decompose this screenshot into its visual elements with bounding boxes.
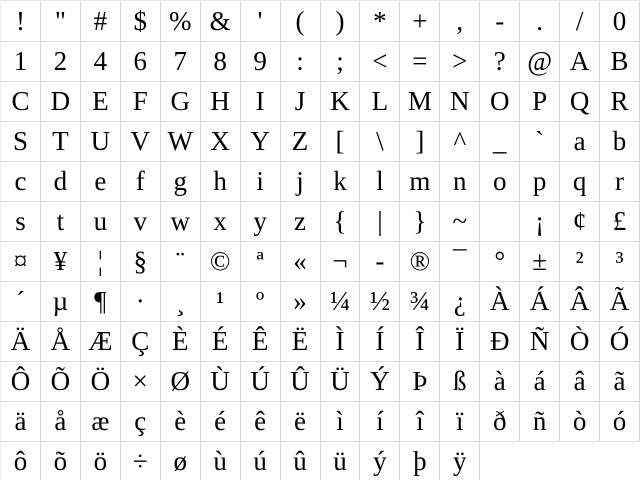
glyph-cell[interactable]: 6 [121, 42, 161, 82]
glyph-cell[interactable]: - [480, 1, 520, 42]
glyph-cell[interactable]: ; [321, 42, 361, 82]
glyph-cell[interactable]: / [560, 1, 600, 42]
glyph-cell[interactable]: | [360, 202, 400, 242]
glyph-cell[interactable]: 9 [241, 42, 281, 82]
glyph-cell[interactable]: ^ [440, 122, 480, 162]
glyph-cell[interactable]: ì [321, 402, 361, 442]
glyph-cell[interactable]: Ô [1, 362, 41, 402]
glyph-cell[interactable]: _ [480, 122, 520, 162]
glyph-cell[interactable]: @ [520, 42, 560, 82]
glyph-cell[interactable]: ± [520, 242, 560, 282]
glyph-cell[interactable]: ² [560, 242, 600, 282]
glyph-cell[interactable]: É [201, 322, 241, 362]
glyph-cell[interactable]: e [81, 162, 121, 202]
glyph-cell[interactable]: ) [321, 1, 361, 42]
glyph-cell[interactable]: Ù [201, 362, 241, 402]
glyph-cell[interactable]: â [560, 362, 600, 402]
glyph-cell[interactable]: ( [281, 1, 321, 42]
glyph-cell[interactable]: Â [560, 282, 600, 322]
glyph-cell[interactable]: ! [1, 1, 41, 42]
glyph-cell[interactable]: · [121, 282, 161, 322]
glyph-cell[interactable]: ÿ [440, 442, 480, 480]
glyph-cell[interactable]: Ç [121, 322, 161, 362]
glyph-cell[interactable]: h [201, 162, 241, 202]
glyph-cell[interactable]: Ì [321, 322, 361, 362]
glyph-cell[interactable]: 2 [41, 42, 81, 82]
glyph-cell[interactable]: Í [360, 322, 400, 362]
glyph-cell[interactable]: Ï [440, 322, 480, 362]
glyph-row [1, 162, 640, 202]
glyph-cell[interactable]: = [400, 42, 440, 82]
glyph-cell[interactable]: ] [400, 122, 440, 162]
glyph-cell[interactable]: 8 [201, 42, 241, 82]
glyph-cell[interactable]: Ü [321, 362, 361, 402]
glyph-cell[interactable]: ¶ [81, 282, 121, 322]
glyph-cell[interactable]: z [281, 202, 321, 242]
glyph-cell[interactable]: × [121, 362, 161, 402]
glyph-cell[interactable]: ä [1, 402, 41, 442]
glyph-row [1, 122, 640, 162]
glyph-cell[interactable]: § [121, 242, 161, 282]
glyph-cell[interactable]: ¹ [201, 282, 241, 322]
glyph-cell[interactable]: C [1, 82, 41, 122]
glyph-cell[interactable]: ¥ [41, 242, 81, 282]
glyph-cell[interactable]: - [360, 242, 400, 282]
glyph-cell[interactable]: \ [360, 122, 400, 162]
glyph-cell[interactable]: Ê [241, 322, 281, 362]
glyph-cell[interactable]: a [560, 122, 600, 162]
glyph-cell[interactable]: ç [121, 402, 161, 442]
glyph-cell[interactable] [480, 202, 520, 242]
glyph-cell[interactable]: ß [440, 362, 480, 402]
glyph-cell[interactable]: Á [520, 282, 560, 322]
glyph-cell[interactable]: ~ [440, 202, 480, 242]
glyph-cell[interactable]: ¬ [321, 242, 361, 282]
glyph-cell[interactable]: Z [281, 122, 321, 162]
glyph-cell[interactable]: S [1, 122, 41, 162]
glyph-cell[interactable]: ® [400, 242, 440, 282]
glyph-cell[interactable]: è [161, 402, 201, 442]
glyph-cell[interactable]: d [41, 162, 81, 202]
glyph-cell[interactable]: ÷ [121, 442, 161, 480]
glyph-cell[interactable]: $ [121, 1, 161, 42]
glyph-cell[interactable]: i [241, 162, 281, 202]
glyph-cell[interactable]: £ [600, 202, 640, 242]
glyph-cell[interactable]: ¡ [520, 202, 560, 242]
glyph-cell[interactable]: ' [241, 1, 281, 42]
glyph-cell[interactable]: µ [41, 282, 81, 322]
glyph-cell[interactable]: , [440, 1, 480, 42]
glyph-cell[interactable]: % [161, 1, 201, 42]
glyph-cell[interactable]: H [201, 82, 241, 122]
glyph-cell[interactable]: N [440, 82, 480, 122]
glyph-cell[interactable]: ¦ [81, 242, 121, 282]
glyph-cell[interactable]: ú [241, 442, 281, 480]
glyph-cell[interactable]: ö [81, 442, 121, 480]
glyph-cell[interactable]: » [281, 282, 321, 322]
glyph-cell[interactable]: À [480, 282, 520, 322]
glyph-cell[interactable]: E [81, 82, 121, 122]
glyph-cell[interactable]: j [281, 162, 321, 202]
glyph-cell[interactable]: p [520, 162, 560, 202]
glyph-cell[interactable]: 1 [1, 42, 41, 82]
glyph-cell[interactable]: F [121, 82, 161, 122]
glyph-cell[interactable]: 0 [600, 1, 640, 42]
glyph-row [1, 442, 640, 480]
glyph-cell[interactable]: Ë [281, 322, 321, 362]
glyph-cell[interactable]: È [161, 322, 201, 362]
glyph-cell[interactable]: K [321, 82, 361, 122]
glyph-cell[interactable]: é [201, 402, 241, 442]
glyph-cell[interactable]: Ä [1, 322, 41, 362]
empty-area [480, 442, 520, 480]
glyph-cell[interactable]: A [560, 42, 600, 82]
glyph-cell[interactable]: ô [1, 442, 41, 480]
glyph-row [1, 42, 640, 82]
glyph-cell[interactable]: Ú [241, 362, 281, 402]
glyph-cell[interactable]: u [81, 202, 121, 242]
glyph-cell[interactable]: T [41, 122, 81, 162]
glyph-cell[interactable]: q [560, 162, 600, 202]
glyph-cell[interactable]: Û [281, 362, 321, 402]
glyph-cell[interactable]: ø [161, 442, 201, 480]
glyph-cell[interactable]: W [161, 122, 201, 162]
glyph-cell[interactable]: ü [321, 442, 361, 480]
glyph-cell[interactable]: B [600, 42, 640, 82]
glyph-cell[interactable]: t [41, 202, 81, 242]
empty-area [520, 442, 560, 480]
glyph-cell[interactable]: l [360, 162, 400, 202]
glyph-cell[interactable]: g [161, 162, 201, 202]
glyph-cell[interactable]: Ã [600, 282, 640, 322]
glyph-cell[interactable]: þ [400, 442, 440, 480]
glyph-cell[interactable]: Y [241, 122, 281, 162]
glyph-cell[interactable]: y [241, 202, 281, 242]
glyph-cell[interactable]: Ò [560, 322, 600, 362]
glyph-cell[interactable]: ` [520, 122, 560, 162]
glyph-cell[interactable]: õ [41, 442, 81, 480]
glyph-cell[interactable]: V [121, 122, 161, 162]
glyph-cell[interactable]: [ [321, 122, 361, 162]
glyph-cell[interactable]: O [480, 82, 520, 122]
glyph-cell[interactable]: ó [600, 402, 640, 442]
glyph-cell[interactable]: ñ [520, 402, 560, 442]
glyph-cell[interactable]: ¾ [400, 282, 440, 322]
glyph-cell[interactable]: f [121, 162, 161, 202]
glyph-cell[interactable]: U [81, 122, 121, 162]
glyph-cell[interactable]: Æ [81, 322, 121, 362]
glyph-row [1, 322, 640, 362]
glyph-cell[interactable]: ¼ [321, 282, 361, 322]
glyph-cell[interactable]: . [520, 1, 560, 42]
glyph-cell[interactable]: # [81, 1, 121, 42]
glyph-cell[interactable]: v [121, 202, 161, 242]
glyph-cell[interactable]: Ø [161, 362, 201, 402]
glyph-cell[interactable]: G [161, 82, 201, 122]
glyph-cell[interactable]: å [41, 402, 81, 442]
glyph-cell[interactable]: X [201, 122, 241, 162]
glyph-cell[interactable]: í [360, 402, 400, 442]
glyph-cell[interactable]: ª [241, 242, 281, 282]
glyph-cell[interactable]: M [400, 82, 440, 122]
glyph-cell[interactable]: Þ [400, 362, 440, 402]
glyph-cell[interactable]: ° [480, 242, 520, 282]
glyph-cell[interactable]: " [41, 1, 81, 42]
glyph-cell[interactable]: + [400, 1, 440, 42]
glyph-cell[interactable]: ë [281, 402, 321, 442]
glyph-cell[interactable]: º [241, 282, 281, 322]
glyph-row [1, 242, 640, 282]
glyph-cell[interactable]: « [281, 242, 321, 282]
glyph-cell[interactable]: : [281, 42, 321, 82]
glyph-cell[interactable]: J [281, 82, 321, 122]
glyph-row [1, 282, 640, 322]
glyph-row [1, 82, 640, 122]
glyph-cell[interactable]: x [201, 202, 241, 242]
glyph-cell[interactable]: 7 [161, 42, 201, 82]
glyph-cell[interactable]: ý [360, 442, 400, 480]
glyph-cell[interactable]: Ñ [520, 322, 560, 362]
glyph-cell[interactable]: Ð [480, 322, 520, 362]
glyph-cell[interactable]: ï [440, 402, 480, 442]
glyph-cell[interactable]: P [520, 82, 560, 122]
glyph-cell[interactable]: ¢ [560, 202, 600, 242]
glyph-cell[interactable]: } [400, 202, 440, 242]
glyph-cell[interactable]: Î [400, 322, 440, 362]
glyph-cell[interactable]: Ó [600, 322, 640, 362]
glyph-cell[interactable]: < [360, 42, 400, 82]
glyph-cell[interactable]: R [600, 82, 640, 122]
glyph-row [1, 362, 640, 402]
glyph-cell[interactable]: r [600, 162, 640, 202]
glyph-cell[interactable]: ð [480, 402, 520, 442]
glyph-cell[interactable]: I [241, 82, 281, 122]
glyph-cell[interactable]: æ [81, 402, 121, 442]
glyph-cell[interactable]: à [480, 362, 520, 402]
glyph-cell[interactable]: Ö [81, 362, 121, 402]
glyph-cell[interactable]: á [520, 362, 560, 402]
glyph-cell[interactable]: ¿ [440, 282, 480, 322]
glyph-row [1, 402, 640, 442]
glyph-row [1, 1, 640, 42]
glyph-cell[interactable]: ³ [600, 242, 640, 282]
glyph-cell[interactable]: D [41, 82, 81, 122]
glyph-cell[interactable]: w [161, 202, 201, 242]
glyph-cell[interactable]: ¯ [440, 242, 480, 282]
glyph-cell[interactable]: > [440, 42, 480, 82]
glyph-cell[interactable]: ¸ [161, 282, 201, 322]
glyph-cell[interactable]: ¤ [1, 242, 41, 282]
glyph-cell[interactable]: { [321, 202, 361, 242]
glyph-cell[interactable]: ´ [1, 282, 41, 322]
glyph-cell[interactable]: Å [41, 322, 81, 362]
glyph-cell[interactable]: Õ [41, 362, 81, 402]
glyph-cell[interactable]: ê [241, 402, 281, 442]
glyph-cell[interactable]: n [440, 162, 480, 202]
glyph-cell[interactable]: Q [560, 82, 600, 122]
glyph-cell[interactable]: © [201, 242, 241, 282]
glyph-cell[interactable]: 4 [81, 42, 121, 82]
glyph-cell[interactable]: L [360, 82, 400, 122]
glyph-cell[interactable]: o [480, 162, 520, 202]
glyph-cell[interactable]: ? [480, 42, 520, 82]
empty-area [560, 442, 600, 480]
glyph-cell[interactable]: k [321, 162, 361, 202]
glyph-row [1, 202, 640, 242]
glyph-cell[interactable]: ¨ [161, 242, 201, 282]
glyph-cell[interactable]: s [1, 202, 41, 242]
glyph-cell[interactable]: Ý [360, 362, 400, 402]
empty-area [600, 442, 640, 480]
glyph-cell[interactable]: ù [201, 442, 241, 480]
glyph-cell[interactable]: c [1, 162, 41, 202]
glyph-cell[interactable]: ò [560, 402, 600, 442]
glyph-cell[interactable]: ½ [360, 282, 400, 322]
glyph-cell[interactable]: * [360, 1, 400, 42]
glyph-cell[interactable]: ã [600, 362, 640, 402]
glyph-cell[interactable]: î [400, 402, 440, 442]
glyph-cell[interactable]: & [201, 1, 241, 42]
glyph-cell[interactable]: û [281, 442, 321, 480]
glyph-cell[interactable]: m [400, 162, 440, 202]
glyph-cell[interactable]: b [600, 122, 640, 162]
